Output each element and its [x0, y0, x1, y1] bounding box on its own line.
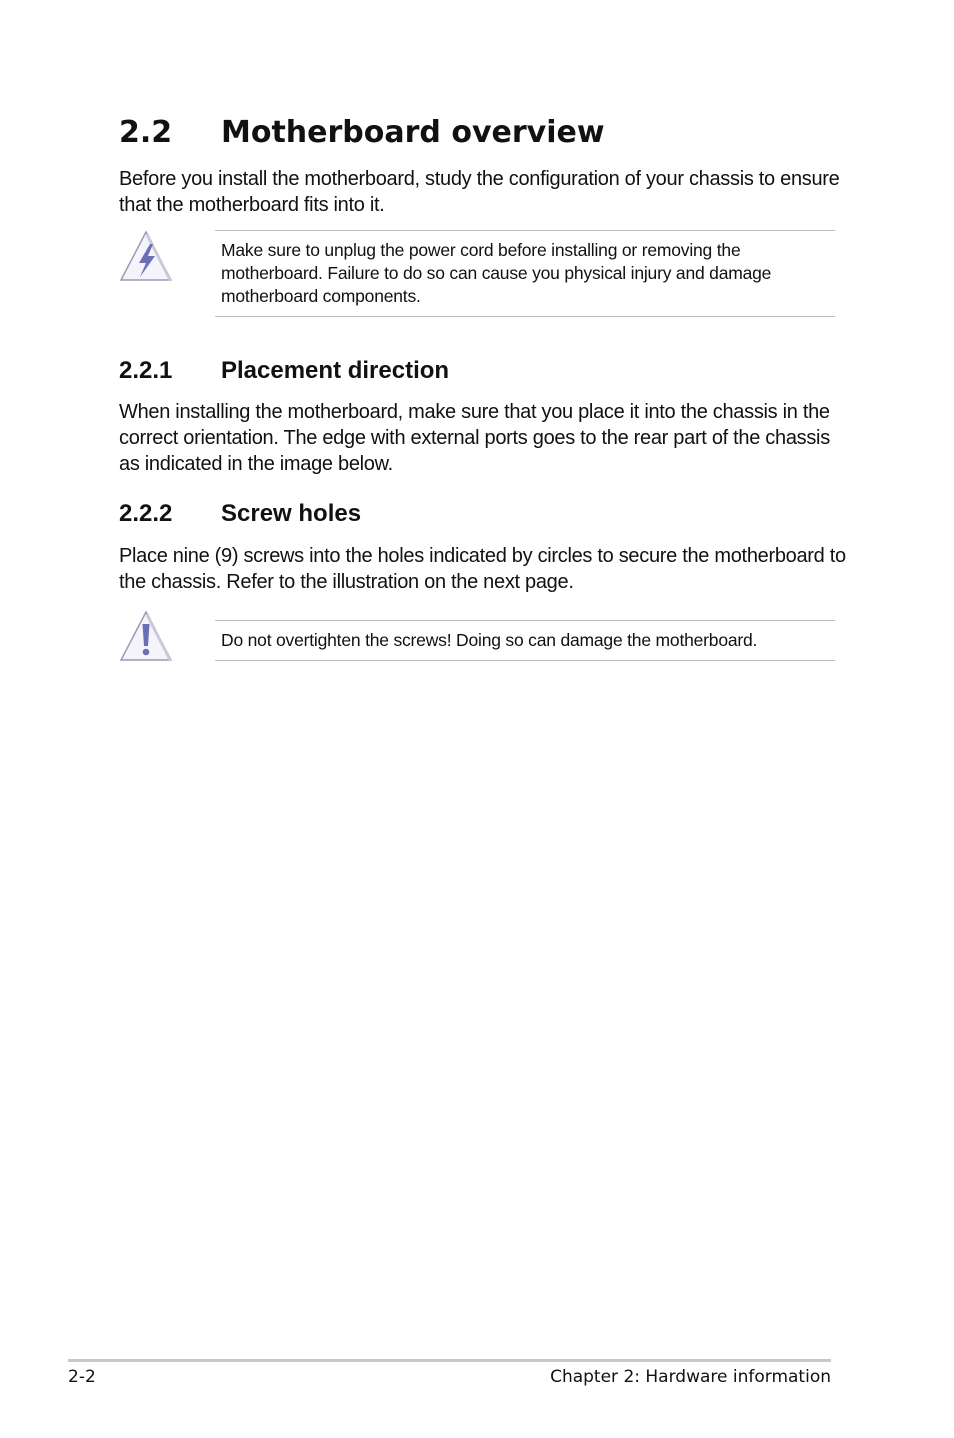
- section-title-text: Motherboard overview: [221, 115, 605, 150]
- section-intro: Before you install the motherboard, study the configuration of your chassis to ensure that the motherboard fits into it.: [119, 168, 840, 216]
- page-number: 2-2: [68, 1367, 96, 1387]
- subsection-title-text: Screw holes: [221, 500, 362, 527]
- subsection-title-screw-holes: [119, 499, 361, 529]
- warning-note-box: [215, 230, 835, 317]
- chapter-title: Chapter 2: Hardware information: [550, 1367, 831, 1387]
- subsection-number: 2.2.1: [119, 357, 173, 384]
- warning-lightning-icon: [119, 230, 173, 282]
- section-title: [119, 113, 605, 153]
- caution-note-text: Do not overtighten the screws! Doing so can damage the motherboard.: [221, 630, 758, 650]
- footer-rule: [68, 1359, 831, 1362]
- warning-note-text: Make sure to unplug the power cord before installing or removing the motherboard. Failure to do so can cause you physical injury and damage motherboard components.: [221, 240, 772, 306]
- section-number: 2.2: [119, 115, 173, 150]
- screw-holes-body: Place nine (9) screws into the holes indicated by circles to secure the motherboard to the chassis. Refer to the illustration on the next page.: [119, 545, 846, 593]
- caution-note-box: [215, 620, 835, 661]
- caution-exclamation-icon: [119, 610, 173, 662]
- subsection-title-text: Placement direction: [221, 357, 450, 384]
- placement-direction-body: When installing the motherboard, make sure that you place it into the chassis in the correct orientation. The edge with external ports goes to the rear part of the chassis as indicated in the image below.: [119, 401, 830, 475]
- subsection-title-placement: [119, 356, 449, 386]
- subsection-number: 2.2.2: [119, 500, 173, 527]
